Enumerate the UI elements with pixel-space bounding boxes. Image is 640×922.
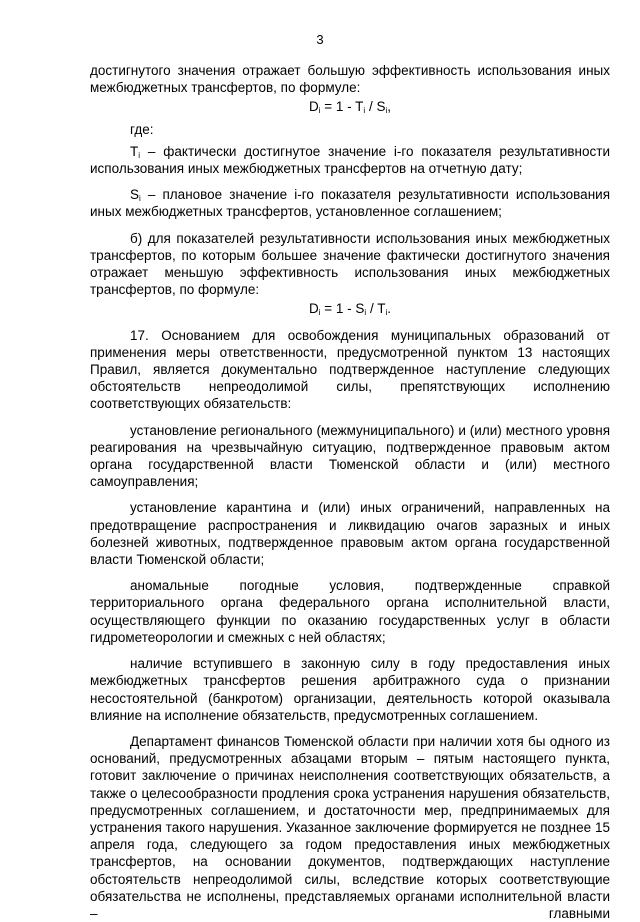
paragraph-intro: достигнутого значения отражает большую эффективность использования иных межбюджетных трансфертов, по формуле: [90,63,610,96]
definition-si-text: – плановое значение i-го показателя результативности использования иных межбюджетных трансфертов, установленное соглашением; [90,187,610,220]
formula-2-div: / T [366,301,386,317]
symbol-t: T [130,143,139,159]
formula-2-sub: i [318,308,321,318]
where-label: где: [130,121,154,137]
formula-1-sub: i [318,106,321,116]
paragraph-b: б) для показателей результативности использования иных межбюджетных трансфертов, по которым большее значение фактически достигнутого значения отражает меньшую эффективность использования иных межбюджетных трансфертов, по формуле: [90,230,610,298]
symbol-s: S [130,187,140,203]
formula-2-sub: i [364,308,367,318]
formula-1-div: / S [365,99,386,115]
definition-si [90,186,610,220]
formula-1 [90,98,610,115]
document-body [90,62,610,922]
paragraph-department: Департамент финансов Тюменской области при наличии хотя бы одного из оснований, предусмотренных абзацами вторым – пятым настоящего пункта, готовит заключение о причинах неисполнения соответствующих обязательств, а также о целесообразности продления срока устранения нарушения обязательств, предусмотренных соглашением, и достаточности мер, предпринимаемых для устранения такого нарушения. Указанное заключение формируется не позднее 15 апреля года, следующего за годом предоставления иных межбюджетных трансфертов, на основании документов, подтверждающих наступление обстоятельств непреодолимой силы, вследствие которых соответствующие обязательства не исполнены, представляемых органами исполнительной власти – главными [90,733,610,921]
page-number: 3 [316,32,324,47]
definition-ti [90,143,610,177]
symbol-sub: i [139,194,141,204]
definition-ti-text: – фактически достигнутое значение i-го показателя результативности использования иных межбюджетных трансфертов на отчетную дату; [90,143,610,177]
formula-2 [90,300,610,317]
list-item-weather: аномальные погодные условия, подтвержденные справкой территориального органа федерального органа исполнительной власти, осуществляющего функции по оказанию государственных услуг в области гидрометеорологии и смежных с ней областях; [90,578,610,645]
formula-1-mid: = 1 - T [320,99,364,115]
list-item-quarantine: установление карантина и (или) иных ограничений, направленных на предотвращение распространения и ликвидацию очагов заразных и иных болезней животных, подтвержденное правовым актом органа государственной власти Тюменской области; [90,500,610,568]
symbol-sub: i [138,150,141,160]
paragraph-17: 17. Основанием для освобождения муниципальных образований от применения меры ответственности, предусмотренной пунктом 13 настоящих Правил, является документально подтвержденное наступление следующих обстоятельств непреодолимой силы, препятствующих исполнению соответствующих обязательств: [90,327,610,412]
formula-1-sub: i [363,106,366,116]
formula-1-sub: i [385,106,388,116]
formula-2-sub: i [385,308,388,318]
formula-2-mid: = 1 - S [320,301,365,317]
list-item-bankruptcy: наличие вступившего в законную силу в году предоставления иных межбюджетных трансфертов решения арбитражного суда о признании несостоятельной (банкротом) организации, деятельность которой оказывала влияние на исполнение обязательств, предусмотренных соглашением. [90,656,610,723]
formula-1-end: , [387,99,392,115]
formula-1-lhs: D [308,99,319,115]
list-item-emergency: установление регионального (межмуниципального) и (или) местного уровня реагирования на чрезвычайную ситуацию, подтвержденное правовым актом органа государственной власти Тюменской области и (или) местного самоуправления; [90,422,610,490]
formula-2-end: . [387,301,392,317]
formula-2-lhs: D [308,301,319,317]
